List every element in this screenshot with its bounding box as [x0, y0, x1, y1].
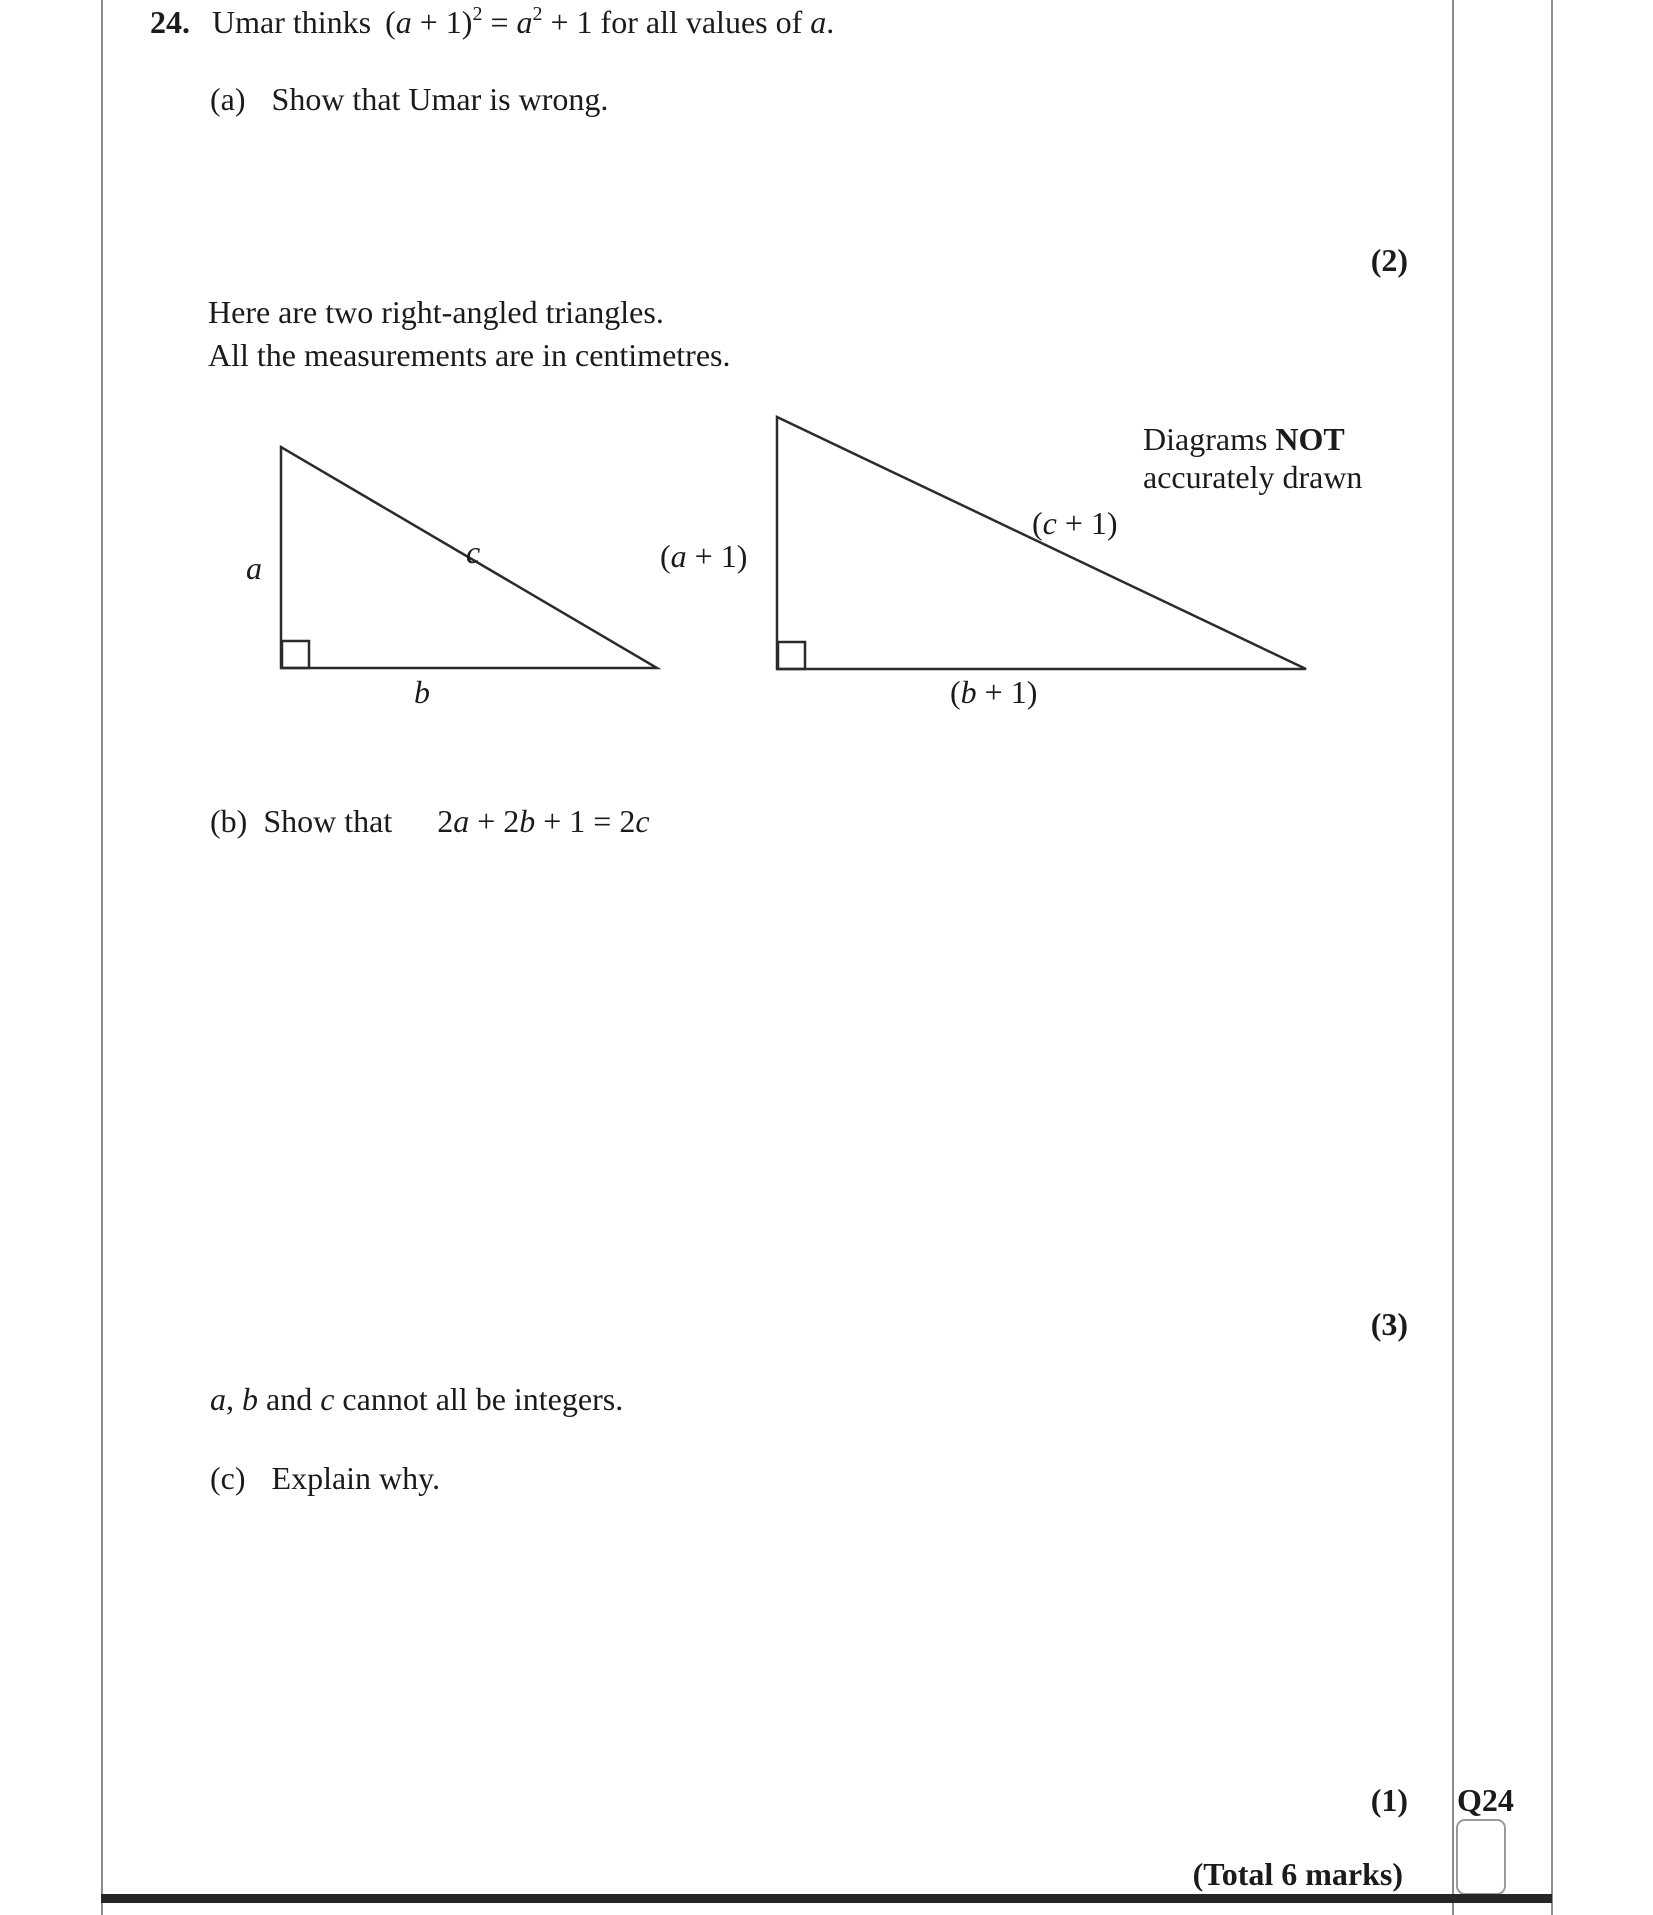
right-angle-marker-1: [282, 641, 309, 668]
part-b-text: Show that: [263, 803, 393, 839]
description-line-2: All the measurements are in centimetres.: [208, 337, 731, 373]
part-c-label: (c): [210, 1460, 246, 1496]
part-c-text: Explain why.: [271, 1460, 441, 1496]
part-a-text: Show that Umar is wrong.: [271, 81, 609, 117]
formula-a-plus-1-squared: $(a + 1)^2 = a^2 + 1$ for all values of a.: [385, 3, 835, 40]
examiner-mark-box: [1456, 1819, 1506, 1895]
triangle1-label-a: a: [246, 550, 262, 586]
part-a-label: (a): [210, 81, 246, 117]
question-intro-line: [212, 2, 834, 42]
integers-statement: a, b and c cannot all be integers.: [210, 1381, 624, 1417]
right-margin-rule-outer: [1551, 0, 1553, 1915]
triangle1-label-c: c: [466, 534, 481, 570]
triangle2-label-b: (b + 1): [950, 674, 1038, 710]
total-marks: (Total 6 marks): [1192, 1856, 1403, 1892]
question-intro-text: Umar thinks: [212, 4, 372, 40]
right-angle-marker-2: [778, 642, 805, 669]
marks-part-a: (2): [1370, 242, 1408, 278]
marks-part-c: (1): [1370, 1782, 1408, 1818]
left-margin-rule: [101, 0, 103, 1915]
part-b-line: [210, 801, 650, 841]
part-b-label: (b): [210, 803, 248, 839]
triangle2-label-a: (a + 1): [660, 538, 748, 574]
marks-part-b: (3): [1370, 1306, 1408, 1342]
triangle2-label-c: (c + 1): [1032, 505, 1118, 541]
question-tag: Q24: [1457, 1782, 1514, 1818]
section-divider-bar: [101, 1894, 1552, 1903]
part-c-line: [210, 1458, 440, 1498]
part-b-formula: 2a + 2b + 1 = 2c: [437, 803, 650, 839]
question-number: 24.: [150, 4, 190, 40]
triangle1-label-b: b: [414, 674, 430, 710]
description-line-1: Here are two right-angled triangles.: [208, 294, 664, 330]
part-a-line: [210, 79, 608, 119]
diagram-note: Diagrams NOT accurately drawn: [1143, 421, 1363, 495]
right-margin-rule-inner: [1452, 0, 1454, 1915]
